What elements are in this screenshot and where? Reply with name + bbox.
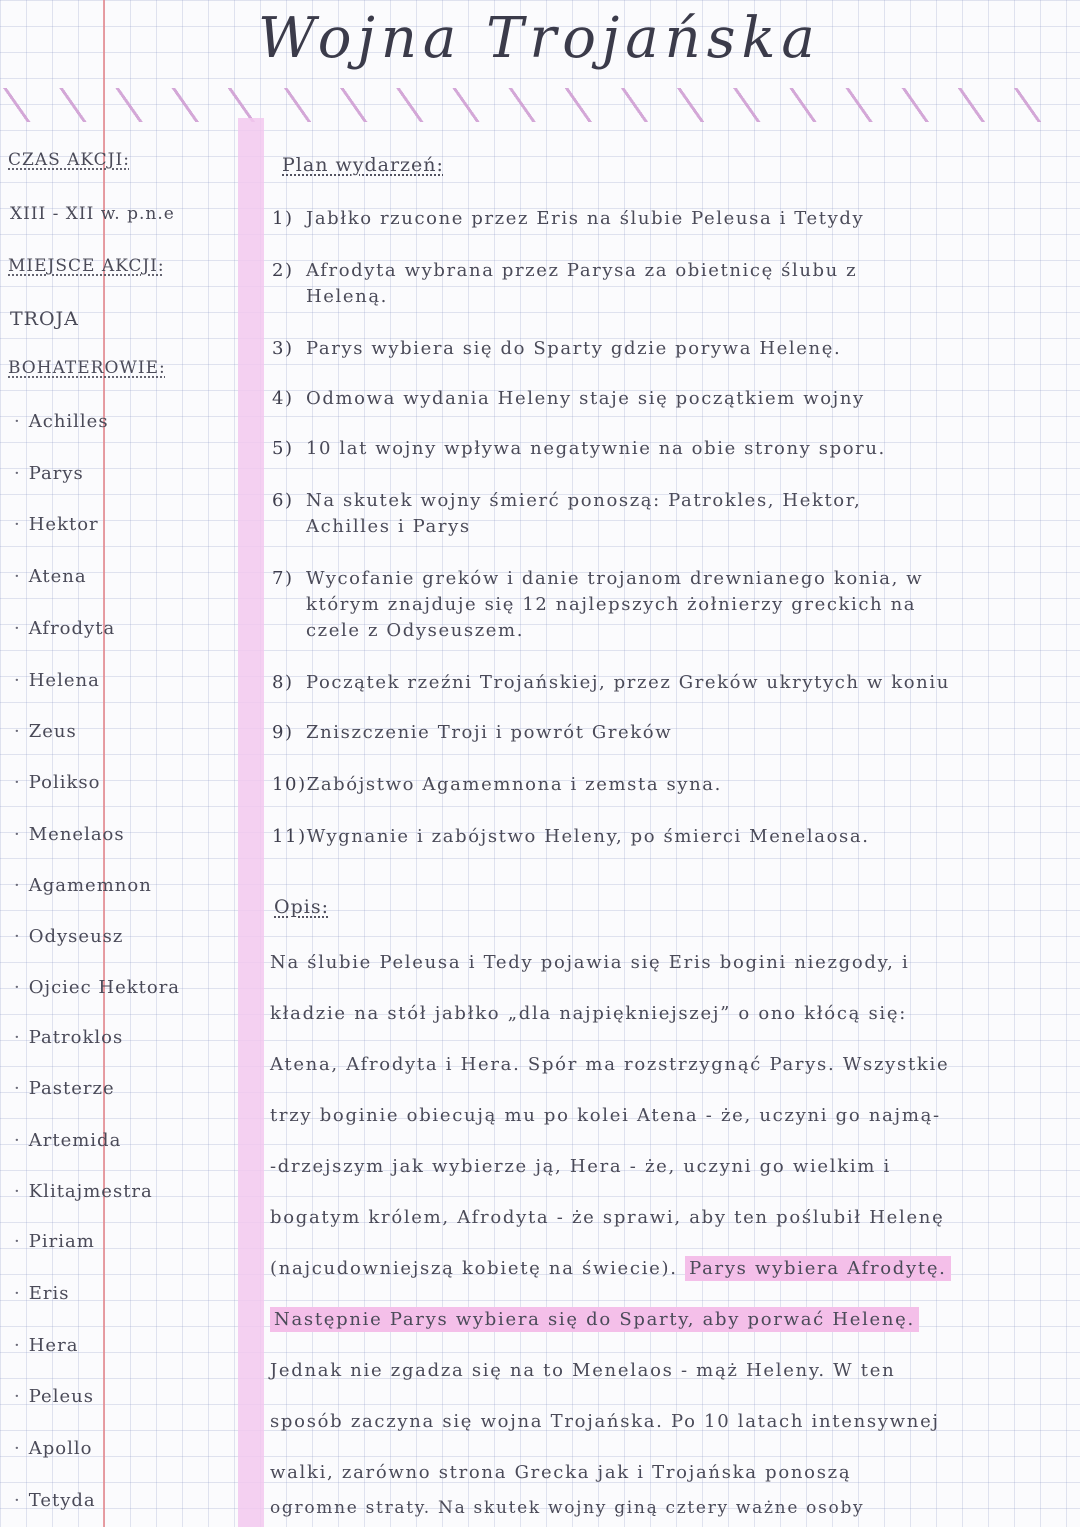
description-line: ogromne straty. Na skutek wojny giną cztery ważne osoby [270,1498,865,1518]
hero-item: · Eris [14,1283,70,1304]
description-line: Atena, Afrodyta i Hera. Spór ma rozstrzygnąć Parys. Wszystkie [270,1054,950,1075]
pink-highlight-band [238,118,264,1527]
hero-item: · Piriam [14,1231,95,1252]
czas-akcji-label: CZAS AKCJI: [8,150,130,170]
event-item: 9) Zniszczenie Troji i powrót Greków [272,722,673,743]
description-line: Jednak nie zgadza się na to Menelaos - mąż Heleny. W ten [270,1360,896,1381]
hero-item: · Helena [14,670,100,691]
event-item: 6) Na skutek wojny śmierć ponoszą: Patrokles, Hektor, Achilles i Parys [272,490,862,537]
opis-heading: Opis: [274,896,329,918]
hero-item: · Zeus [14,721,77,742]
description-line: kładzie na stół jabłko „dla najpiękniejszej” o ono kłócą się: [270,1003,907,1024]
hero-item: · Menelaos [14,824,125,845]
hero-item: · Afrodyta [14,618,116,639]
hero-item: · Klitajmestra [14,1181,153,1202]
hero-item: · Parys [14,463,84,484]
event-item: 7) Wycofanie greków i danie trojanom drewnianego konia, w którym znajduje się 12 najlepszych żołnierzy greckich na czele z Odyseuszem. [272,568,924,641]
hero-item: · Hera [14,1335,79,1356]
bohaterowie-label: BOHATEROWIE: [8,358,166,378]
highlighted-text: Następnie Parys wybiera się do Sparty, aby porwać Helenę. [270,1307,919,1332]
event-item: 8) Początek rzeźni Trojańskiej, przez Greków ukrytych w koniu [272,672,950,693]
description-line: walki, zarówno strona Grecka jak i Trojańska ponoszą [270,1462,852,1483]
event-item: 3) Parys wybiera się do Sparty gdzie porywa Helenę. [272,338,842,359]
hero-item: · Atena [14,566,87,587]
description-line: sposób zaczyna się wojna Trojańska. Po 10 latach intensywnej [270,1411,940,1432]
page-title: Wojna Trojańska [258,6,821,71]
description-line: Na ślubie Peleusa i Tedy pojawia się Eris bogini niezgody, i [270,952,910,973]
hero-item: · Tetyda [14,1490,96,1511]
hero-item: · Polikso [14,772,101,793]
hero-item: · Achilles [14,411,109,432]
hero-item: · Hektor [14,514,99,535]
event-item: 1) Jabłko rzucone przez Eris na ślubie Peleusa i Tetydy [272,208,865,229]
event-item: 11)Wygnanie i zabójstwo Heleny, po śmierci Menelaosa. [272,826,870,847]
miejsce-akcji-value: TROJA [10,308,79,330]
event-item: 4) Odmowa wydania Heleny staje się początkiem wojny [272,388,865,409]
hero-item: · Patroklos [14,1027,124,1048]
plan-heading: Plan wydarzeń: [282,154,444,176]
highlighted-text: Parys wybiera Afrodytę. [685,1256,951,1281]
event-item: 2) Afrodyta wybrana przez Parysa za obietnicę ślubu z Heleną. [272,260,858,307]
description-line: (najcudowniejszą kobietę na świecie). Parys wybiera Afrodytę. [270,1258,1070,1279]
hero-item: · Agamemnon [14,875,152,896]
hero-item: · Ojciec Hektora [14,977,181,998]
event-item: 10)Zabójstwo Agamemnona i zemsta syna. [272,774,722,795]
description-line [270,1309,1070,1330]
hero-item: · Artemida [14,1130,122,1151]
description-line: bogatym królem, Afrodyta - że sprawi, aby ten poślubił Helenę [270,1207,945,1228]
description-line: -drzejszym jak wybierze ją, Hera - że, uczyni go wielkim i [270,1156,891,1177]
sidebar [0,0,240,1527]
hero-item: · Apollo [14,1438,93,1459]
hero-item: · Peleus [14,1386,94,1407]
hero-item: · Pasterze [14,1078,115,1099]
event-item: 5) 10 lat wojny wpływa negatywnie na obie strony sporu. [272,438,886,459]
hero-item: · Odyseusz [14,926,124,947]
description-line: trzy boginie obiecują mu po kolei Atena - że, uczyni go najmą- [270,1105,941,1126]
miejsce-akcji-label: MIEJSCE AKCJI: [8,256,165,276]
czas-akcji-value: XIII - XII w. p.n.e [10,204,175,224]
